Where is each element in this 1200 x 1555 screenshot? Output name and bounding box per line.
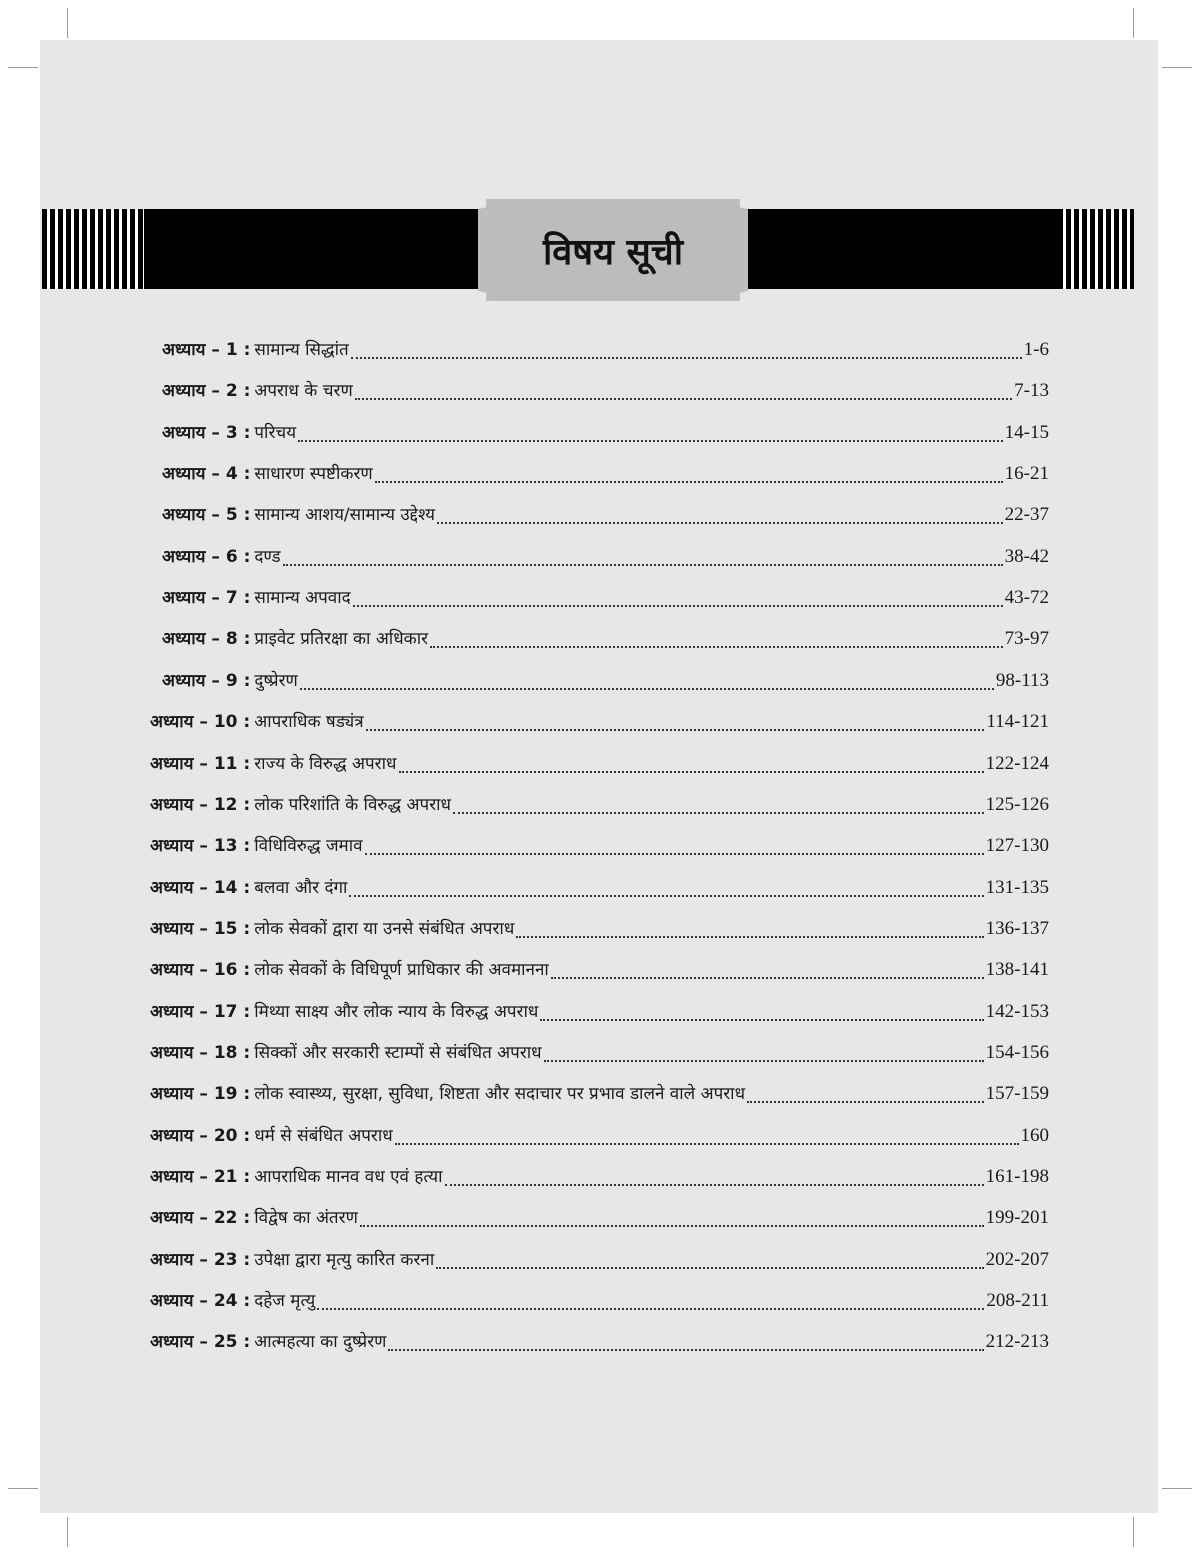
crop-mark: [8, 1488, 38, 1489]
page-range: 43-72: [1004, 587, 1049, 609]
crop-mark: [67, 8, 68, 38]
toc-entry: [150, 1159, 1049, 1195]
chapter-label: अध्याय – 24 :: [150, 1291, 251, 1312]
crop-mark: [8, 67, 38, 68]
chapter-title: राज्य के विरुद्ध अपराध: [254, 753, 397, 774]
chapter-title: सामान्य आशय/सामान्य उद्देश्य: [254, 505, 436, 526]
chapter-label: अध्याय – 3 :: [162, 422, 251, 443]
page-range: 202-207: [985, 1248, 1049, 1270]
dot-leader: [436, 1267, 983, 1269]
chapter-label: अध्याय – 9 :: [162, 670, 251, 691]
page-range: 138-141: [985, 959, 1049, 981]
page-range: 212-213: [985, 1331, 1049, 1353]
toc-entry: [162, 621, 1049, 657]
chapter-title: आपराधिक मानव वध एवं हत्या: [254, 1167, 443, 1187]
toc-entry: [150, 911, 1049, 947]
page-range: 157-159: [985, 1083, 1049, 1105]
chapter-title: बलवा और दंगा: [254, 877, 348, 898]
chapter-title: दुष्प्रेरण: [254, 670, 298, 691]
toc-entry: [150, 1035, 1049, 1071]
page-range: 14-15: [1004, 421, 1049, 443]
page-range: 160: [1020, 1124, 1049, 1146]
chapter-label: अध्याय – 23 :: [150, 1249, 251, 1270]
chapter-title: विधिविरुद्ध जमाव: [254, 836, 363, 857]
toc-entry: [150, 787, 1049, 823]
page-range: 1-6: [1023, 339, 1049, 360]
chapter-title: सामान्य अपवाद: [254, 588, 351, 609]
chapter-label: अध्याय – 10 :: [150, 712, 251, 733]
chapter-label: अध्याय – 20 :: [150, 1125, 251, 1146]
crop-mark: [1133, 1517, 1134, 1547]
chapter-label: अध्याय – 2 :: [162, 381, 251, 402]
page-range: 114-121: [986, 711, 1049, 733]
dot-leader: [283, 564, 1003, 566]
page-range: 127-130: [985, 835, 1049, 857]
toc-entry: [162, 580, 1049, 616]
chapter-title: लोक सेवकों के विधिपूर्ण प्राधिकार की अवमानना: [254, 960, 549, 981]
chapter-title: मिथ्या साक्ष्य और लोक न्याय के विरुद्ध अपराध: [254, 1001, 539, 1022]
toc-entry: [162, 332, 1049, 368]
chapter-title: लोक परिशांति के विरुद्ध अपराध: [254, 794, 452, 815]
chapter-title: सिक्कों और सरकारी स्टाम्पों से संबंधित अपराध: [254, 1042, 542, 1063]
chapter-title: लोक सेवकों द्वारा या उनसे संबंधित अपराध: [254, 918, 515, 939]
dot-leader: [445, 1184, 984, 1186]
page-range: 98-113: [995, 669, 1049, 691]
toc-entry: [162, 663, 1049, 699]
toc-entry: [150, 870, 1049, 906]
chapter-label: अध्याय – 11 :: [150, 753, 251, 774]
chapter-label: अध्याय – 19 :: [150, 1084, 251, 1105]
chapter-label: अध्याय – 8 :: [162, 629, 251, 650]
chapter-label: अध्याय – 16 :: [150, 960, 251, 981]
chapter-label: अध्याय – 22 :: [150, 1208, 251, 1229]
chapter-label: अध्याय – 1 :: [162, 340, 251, 360]
dot-leader: [551, 977, 984, 979]
crop-mark: [1133, 8, 1134, 38]
chapter-title: प्राइवेट प्रतिरक्षा का अधिकार: [254, 629, 429, 650]
crop-mark: [1162, 67, 1192, 68]
toc-entry: [150, 1283, 1049, 1319]
dot-leader: [360, 1225, 984, 1227]
dot-leader: [544, 1060, 984, 1062]
toc-entry: [150, 1242, 1049, 1278]
dot-leader: [399, 771, 984, 773]
chapter-label: अध्याय – 14 :: [150, 877, 251, 898]
page-range: 122-124: [985, 752, 1049, 774]
chapter-title: आत्महत्या का दुष्प्रेरण: [254, 1332, 387, 1353]
toc-entry: [150, 952, 1049, 988]
banner-stripes-right: [1058, 209, 1134, 289]
dot-leader: [349, 895, 983, 897]
chapter-title: धर्म से संबंधित अपराध: [254, 1125, 393, 1146]
chapter-label: अध्याय – 7 :: [162, 588, 251, 609]
chapter-title: अपराध के चरण: [254, 381, 353, 402]
chapter-title: सामान्य सिद्धांत: [254, 340, 349, 360]
chapter-label: अध्याय – 21 :: [150, 1167, 251, 1187]
dot-leader: [365, 853, 984, 855]
dot-leader: [298, 440, 1003, 442]
toc-entry: [150, 1076, 1049, 1112]
page-title: विषय सूची: [542, 231, 684, 273]
chapter-title: उपेक्षा द्वारा मृत्यु कारित करना: [254, 1249, 435, 1270]
chapter-title: दण्ड: [254, 546, 281, 567]
toc-entry: [162, 497, 1049, 533]
page-range: 7-13: [1014, 380, 1049, 402]
chapter-title: परिचय: [254, 422, 297, 443]
dot-leader: [453, 812, 984, 814]
dot-leader: [375, 481, 1003, 483]
page-range: 38-42: [1004, 545, 1049, 567]
dot-leader: [366, 729, 985, 731]
toc-entry: [162, 456, 1049, 492]
toc-entry: [150, 994, 1049, 1030]
dot-leader: [353, 605, 1003, 607]
page-range: 16-21: [1004, 463, 1049, 485]
chapter-title: दहेज मृत्यु: [254, 1291, 316, 1312]
heading-box: [490, 199, 736, 301]
chapter-title: लोक स्वास्थ्य, सुरक्षा, सुविधा, शिष्टता और सदाचार पर प्रभाव डालने वाले अपराध: [254, 1084, 746, 1105]
chapter-title: साधारण स्पष्टीकरण: [254, 464, 373, 485]
toc-entry: [150, 1118, 1049, 1154]
toc-entry: [162, 415, 1049, 451]
dot-leader: [516, 936, 983, 938]
toc-entry: [150, 1324, 1049, 1360]
chapter-label: अध्याय – 12 :: [150, 794, 251, 815]
chapter-label: अध्याय – 15 :: [150, 918, 251, 939]
dot-leader: [430, 646, 1003, 648]
dot-leader: [540, 1019, 983, 1021]
banner-stripes-left: [42, 209, 144, 289]
dot-leader: [355, 398, 1012, 400]
chapter-label: अध्याय – 4 :: [162, 464, 251, 485]
chapter-label: अध्याय – 5 :: [162, 505, 251, 526]
dot-leader: [388, 1349, 983, 1351]
chapter-label: अध्याय – 18 :: [150, 1042, 251, 1063]
page-range: 131-135: [985, 876, 1049, 898]
page-range: 22-37: [1004, 504, 1049, 526]
toc-entry: [162, 373, 1049, 409]
crop-mark: [67, 1517, 68, 1547]
chapter-label: अध्याय – 17 :: [150, 1001, 251, 1022]
chapter-label: अध्याय – 6 :: [162, 546, 251, 567]
toc-entry: [150, 704, 1049, 740]
toc-entry: [150, 828, 1049, 864]
page-range: 161-198: [985, 1166, 1049, 1187]
page-range: 142-153: [985, 1000, 1049, 1022]
chapter-title: विद्वेष का अंतरण: [254, 1208, 358, 1229]
page-range: 199-201: [985, 1207, 1049, 1229]
dot-leader: [300, 688, 994, 690]
dot-leader: [747, 1101, 984, 1103]
chapter-label: अध्याय – 25 :: [150, 1332, 251, 1353]
toc-entry: [162, 539, 1049, 575]
toc-entry: [150, 746, 1049, 782]
dot-leader: [395, 1143, 1019, 1145]
page-range: 125-126: [985, 793, 1049, 815]
dot-leader: [437, 522, 1003, 524]
chapter-title: आपराधिक षड्यंत्र: [254, 712, 364, 733]
crop-mark: [1162, 1488, 1192, 1489]
page-range: 154-156: [985, 1041, 1049, 1063]
page-range: 136-137: [985, 917, 1049, 939]
page-range: 73-97: [1004, 628, 1049, 650]
page-range: 208-211: [986, 1290, 1049, 1312]
chapter-label: अध्याय – 13 :: [150, 836, 251, 857]
dot-leader: [317, 1308, 984, 1310]
dot-leader: [351, 357, 1022, 359]
toc-entry: [150, 1200, 1049, 1236]
